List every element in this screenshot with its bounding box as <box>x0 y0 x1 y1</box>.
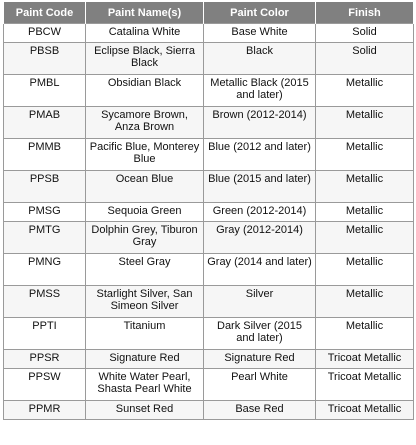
cell-paint-color: Green (2012-2014) <box>204 203 316 222</box>
cell-paint-name: Sequoia Green <box>86 203 204 222</box>
cell-paint-name: Eclipse Black, Sierra Black <box>86 43 204 75</box>
table-row <box>4 369 414 401</box>
header-paint-names: Paint Name(s) <box>86 2 204 24</box>
cell-paint-color: Brown (2012-2014) <box>204 107 316 139</box>
cell-finish: Metallic <box>316 203 414 222</box>
cell-finish: Metallic <box>316 286 414 318</box>
cell-paint-color: Blue (2015 and later) <box>204 171 316 203</box>
header-paint-code: Paint Code <box>4 2 86 24</box>
cell-paint-name: White Water Pearl, Shasta Pearl White <box>86 369 204 401</box>
cell-paint-color: Dark Silver (2015 and later) <box>204 318 316 350</box>
cell-paint-color: Signature Red <box>204 350 316 369</box>
cell-paint-code: PBSB <box>4 43 86 75</box>
cell-finish: Tricoat Metallic <box>316 350 414 369</box>
table-row <box>4 318 414 350</box>
table-row <box>4 43 414 75</box>
cell-paint-color: Black <box>204 43 316 75</box>
cell-paint-name: Obsidian Black <box>86 75 204 107</box>
cell-paint-name: Sycamore Brown, Anza Brown <box>86 107 204 139</box>
cell-finish: Metallic <box>316 139 414 171</box>
table-row <box>4 24 414 43</box>
table-row <box>4 222 414 254</box>
cell-paint-code: PMTG <box>4 222 86 254</box>
table-row <box>4 203 414 222</box>
cell-paint-color: Blue (2012 and later) <box>204 139 316 171</box>
paint-codes-table <box>3 2 414 420</box>
cell-paint-color: Metallic Black (2015 and later) <box>204 75 316 107</box>
table-row <box>4 254 414 286</box>
cell-paint-color: Pearl White <box>204 369 316 401</box>
cell-paint-name: Catalina White <box>86 24 204 43</box>
cell-paint-name: Signature Red <box>86 350 204 369</box>
cell-finish: Metallic <box>316 254 414 286</box>
table-header <box>4 2 414 24</box>
cell-paint-code: PMSG <box>4 203 86 222</box>
cell-paint-code: PMAB <box>4 107 86 139</box>
cell-paint-color: Gray (2012-2014) <box>204 222 316 254</box>
cell-paint-color: Silver <box>204 286 316 318</box>
cell-finish: Metallic <box>316 107 414 139</box>
cell-paint-code: PPSR <box>4 350 86 369</box>
cell-paint-code: PMMB <box>4 139 86 171</box>
cell-finish: Solid <box>316 43 414 75</box>
table-row <box>4 107 414 139</box>
cell-finish: Metallic <box>316 171 414 203</box>
cell-finish: Solid <box>316 24 414 43</box>
cell-paint-color: Gray (2014 and later) <box>204 254 316 286</box>
cell-paint-name: Starlight Silver, San Simeon Silver <box>86 286 204 318</box>
table-row <box>4 350 414 369</box>
cell-finish: Metallic <box>316 222 414 254</box>
cell-finish: Tricoat Metallic <box>316 369 414 401</box>
table-row <box>4 75 414 107</box>
table-row <box>4 171 414 203</box>
cell-paint-code: PPTI <box>4 318 86 350</box>
cell-paint-color: Base Red <box>204 401 316 420</box>
table-row <box>4 139 414 171</box>
header-paint-color: Paint Color <box>204 2 316 24</box>
header-row <box>4 2 414 24</box>
cell-paint-code: PBCW <box>4 24 86 43</box>
header-finish: Finish <box>316 2 414 24</box>
table-row <box>4 286 414 318</box>
cell-paint-code: PPSB <box>4 171 86 203</box>
table-body <box>4 24 414 420</box>
cell-paint-name: Sunset Red <box>86 401 204 420</box>
cell-paint-code: PPMR <box>4 401 86 420</box>
cell-paint-name: Steel Gray <box>86 254 204 286</box>
cell-paint-name: Titanium <box>86 318 204 350</box>
cell-paint-name: Pacific Blue, Monterey Blue <box>86 139 204 171</box>
cell-finish: Tricoat Metallic <box>316 401 414 420</box>
cell-paint-color: Base White <box>204 24 316 43</box>
cell-paint-name: Dolphin Grey, Tiburon Gray <box>86 222 204 254</box>
cell-paint-code: PMNG <box>4 254 86 286</box>
cell-paint-code: PMSS <box>4 286 86 318</box>
table-row <box>4 401 414 420</box>
cell-finish: Metallic <box>316 75 414 107</box>
cell-paint-code: PPSW <box>4 369 86 401</box>
cell-paint-name: Ocean Blue <box>86 171 204 203</box>
cell-finish: Metallic <box>316 318 414 350</box>
cell-paint-code: PMBL <box>4 75 86 107</box>
